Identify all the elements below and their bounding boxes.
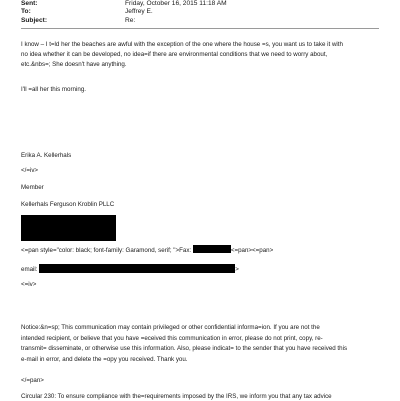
sent-label: Sent: bbox=[21, 0, 38, 7]
to-value: Jeffrey E. bbox=[125, 8, 153, 15]
span-close-tag: </=pan> bbox=[21, 377, 44, 384]
email-label: email: bbox=[21, 266, 40, 273]
signature-title: Member bbox=[21, 184, 44, 191]
email-redaction bbox=[39, 264, 235, 273]
email-suffix: > bbox=[235, 266, 239, 273]
fax-line bbox=[21, 245, 273, 255]
signature-name: Erika A. Kellerhals bbox=[21, 152, 72, 159]
sent-value: Friday, October 16, 2015 11:18 AM bbox=[125, 0, 227, 7]
subject-label: Subject: bbox=[21, 17, 48, 24]
redaction-block bbox=[21, 215, 116, 241]
iv-tag: <=iv> bbox=[21, 281, 37, 288]
subject-value: Re: bbox=[125, 17, 136, 24]
confidentiality-notice: Notice:&n=sp; This communication may contain privileged or other confidential informa=ion. If you are not the intended recipient, or believe that you have =eceived this communication in error, please do not print, copy, re- transmit= disseminate, or otherwise use this information. Also, please indicat= to the sender that you have received this e-mail in error, and delete the =opy you received. Thank you. bbox=[21, 324, 348, 363]
to-label: To: bbox=[21, 8, 31, 15]
fax-line-suffix: <=pan><=pan> bbox=[230, 247, 274, 254]
body-paragraph-2: I'll =all her this morning. bbox=[21, 86, 86, 93]
signature-div-tag: </=iv> bbox=[21, 167, 39, 174]
fax-redaction bbox=[193, 245, 231, 253]
fax-line-prefix: <=pan style="color: black; font-family: Garamond, serif; ">Fax: bbox=[21, 247, 193, 254]
email-line bbox=[21, 264, 239, 274]
header-divider bbox=[21, 28, 379, 29]
body-paragraph-1: I know – I t=ld her the beaches are awful with the exception of the one where the house =s, you want us to take it with no idea whether it can be developed, no idea=if there are environmental conditions that we need to worry about, etc.&nbs=; She doesn't have anything. bbox=[21, 41, 343, 68]
circular-230-text: Circular 230: To ensure compliance with the=requirements imposed by the IRS, we inform you that any tax advice bbox=[21, 393, 332, 400]
signature-firm: Kellerhals Ferguson Kroblin PLLC bbox=[21, 201, 115, 208]
